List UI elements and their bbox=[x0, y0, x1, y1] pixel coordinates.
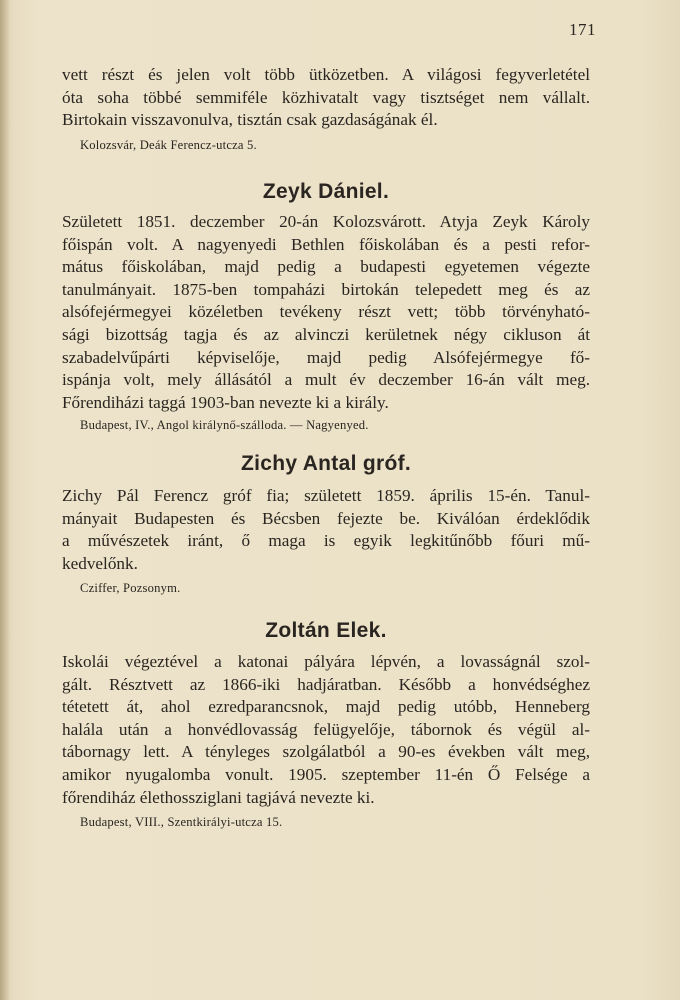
entry-paragraph bbox=[62, 651, 590, 831]
text-line: Birtokain visszavonulva, tisztán csak gazdaságának él. bbox=[62, 110, 438, 130]
page-number: 171 bbox=[569, 20, 596, 39]
text-line: amikor nyugalomba vonult. 1905. szeptember 11-én Ő Felsége a bbox=[62, 764, 590, 784]
address-line: Cziffer, Pozsonym. bbox=[80, 581, 181, 596]
entry-heading: Zoltán Elek. bbox=[265, 619, 387, 642]
text-line: sági bizottság tagja és az alvinczi kerületnek négy cikluson át bbox=[62, 324, 590, 344]
text-line: ispánja volt, mely állásától a mult év deczember 16-án vált meg. bbox=[62, 370, 590, 390]
binding-shadow bbox=[0, 0, 10, 1000]
address-line: Kolozsvár, Deák Ferencz-utcza 5. bbox=[80, 137, 257, 152]
text-line: mátus főiskolában, majd pedig a budapesti egyetemen végezte bbox=[62, 257, 590, 277]
text-line: szabadelvűpárti képviselője, majd pedig Alsófejérmegye fő- bbox=[62, 347, 590, 367]
text-line: kedvelőnk. bbox=[62, 553, 138, 573]
text-line: alsófejérmegyei közéletben tevékeny részt vett; több törvényható- bbox=[62, 302, 590, 322]
address-line: Budapest, VIII., Szentkirályi-utcza 15. bbox=[80, 815, 283, 830]
entry-heading: Zichy Antal gróf. bbox=[241, 452, 411, 475]
text-line: tanulmányait. 1875-ben tompaházi birtokán telepedett meg és az bbox=[62, 279, 590, 299]
entry-paragraph bbox=[62, 211, 590, 434]
text-line: a művészetek iránt, ő maga is egyik legkitűnőbb főuri mű- bbox=[62, 531, 590, 551]
text-line: gált. Résztvett az 1866-iki hadjáratban. Később a honvédséghez bbox=[62, 674, 590, 694]
address-line: Budapest, IV., Angol királynő-szálloda. — Nagyenyed. bbox=[80, 418, 369, 433]
entry-heading: Zeyk Dániel. bbox=[262, 180, 390, 203]
entry-paragraph bbox=[62, 485, 590, 597]
text-line: tétetett át, ahol ezredparancsnok, majd pedig utóbb, Henneberg bbox=[62, 697, 590, 717]
text-line: főrendiház élethossziglani tagjává nevezte ki. bbox=[62, 787, 375, 807]
text-line: mányait Budapesten és Bécsben fejezte be. Kiválóan érdeklődik bbox=[62, 508, 590, 528]
text-line: óta soha többé semmiféle közhivatalt vagy tisztséget nem vállalt. bbox=[62, 87, 590, 107]
text-line: vett részt és jelen volt több ütközetben. A világosi fegyverletétel bbox=[62, 65, 590, 84]
text-line: tábornagy lett. A tényleges szolgálatból a 90-es években vált meg, bbox=[62, 742, 590, 762]
text-line: Született 1851. deczember 20-án Kolozsvárott. Atyja Zeyk Károly bbox=[62, 212, 590, 231]
text-line: főispán volt. A nagyenyedi Bethlen főiskolában és a pesti refor- bbox=[62, 234, 590, 254]
intro-paragraph bbox=[62, 64, 590, 154]
text-line: Zichy Pál Ferencz gróf fia; született 1859. április 15-én. Tanul- bbox=[62, 486, 590, 505]
text-line: Főrendiházi taggá 1903-ban nevezte ki a király. bbox=[62, 392, 389, 412]
text-line: halála után a honvédlovasság felügyelője, tábornok és végül al- bbox=[62, 719, 590, 739]
text-line: Iskolái végeztével a katonai pályára lépvén, a lovasságnál szol- bbox=[62, 652, 590, 671]
